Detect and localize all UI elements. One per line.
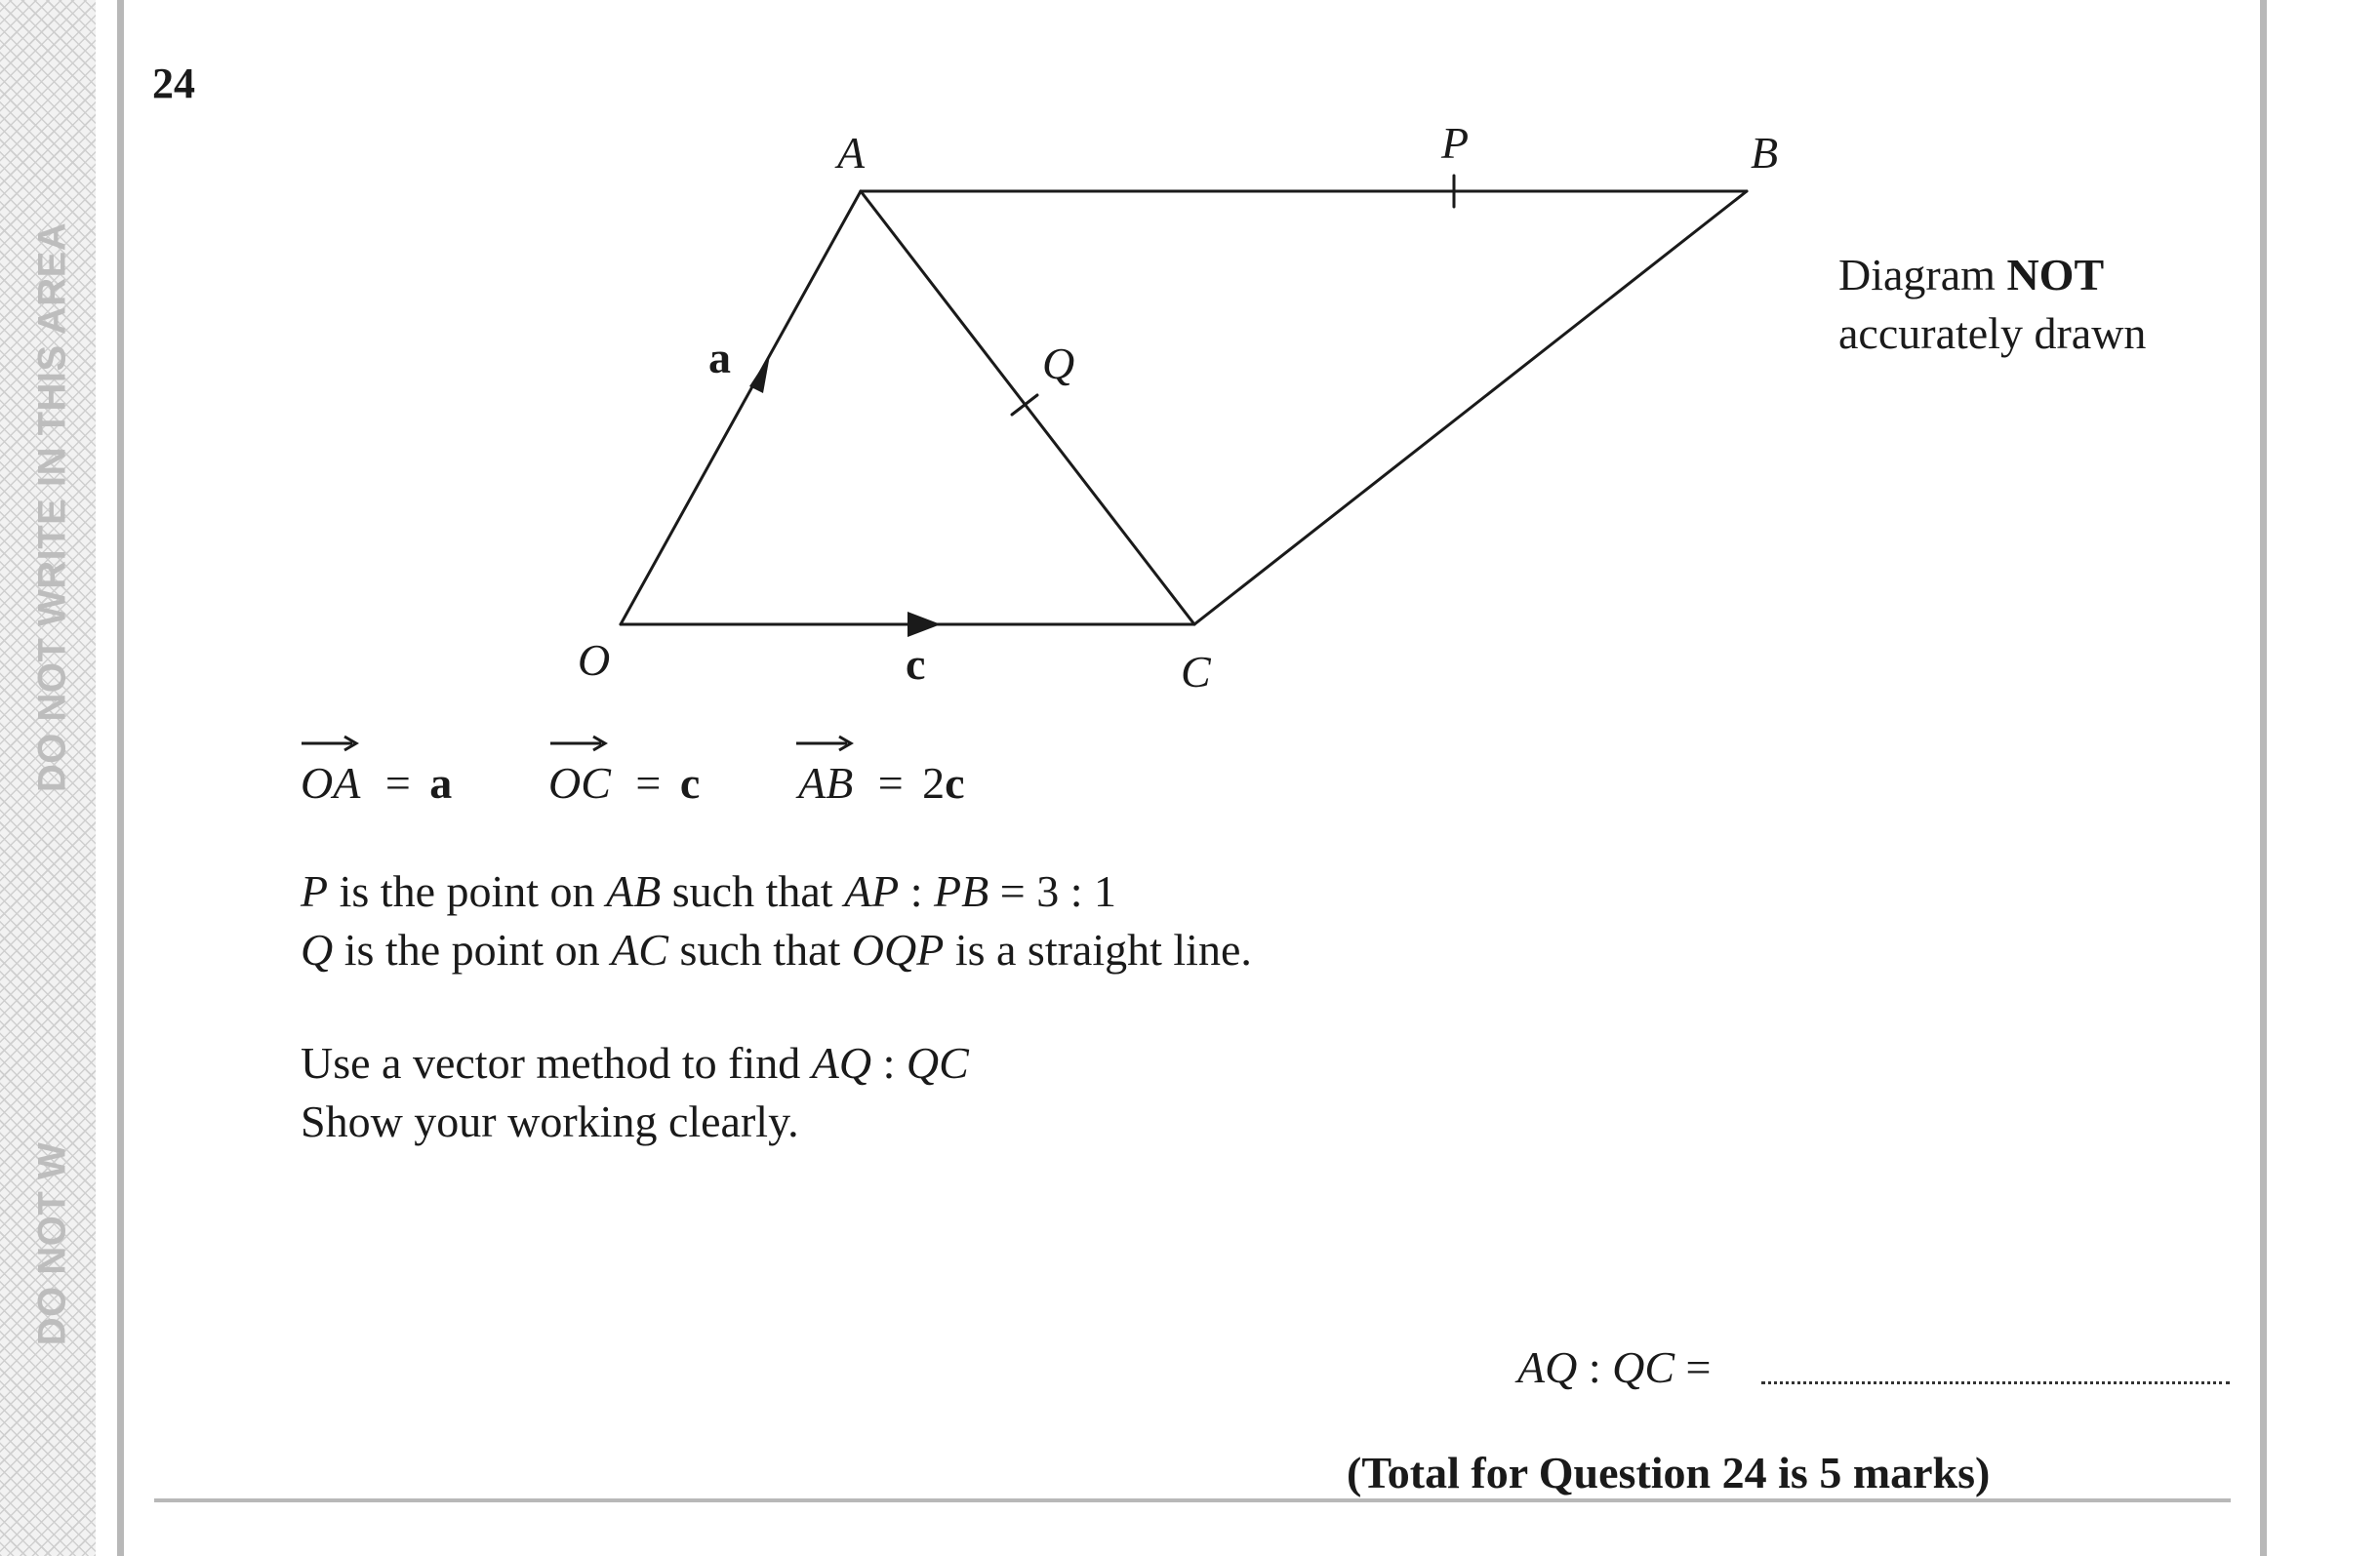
sym: AQ bbox=[1517, 1342, 1578, 1392]
vector-ab-name: AB bbox=[798, 758, 854, 808]
edge-cb bbox=[1194, 191, 1747, 624]
answer-label bbox=[1517, 1338, 1711, 1397]
vector-oa-name: OA bbox=[301, 758, 361, 808]
equation-ab bbox=[798, 758, 965, 808]
txt: : bbox=[899, 866, 935, 916]
sym: AC bbox=[611, 925, 668, 975]
note-emphasis: NOT bbox=[2006, 250, 2105, 299]
point-o-label: O bbox=[578, 635, 611, 685]
sym: Q bbox=[301, 925, 334, 975]
tick-q bbox=[1012, 395, 1037, 415]
vector-c-label: c bbox=[906, 639, 926, 689]
question-number: 24 bbox=[152, 60, 195, 107]
sym: AB bbox=[606, 866, 662, 916]
equation-oc bbox=[548, 758, 701, 808]
vector-diagram bbox=[0, 0, 2380, 741]
sym: OQP bbox=[851, 925, 945, 975]
sym: AP bbox=[844, 866, 900, 916]
diagram-note bbox=[1838, 246, 2146, 363]
point-b-label: B bbox=[1751, 128, 1779, 178]
total-marks: (Total for Question 24 is 5 marks) bbox=[1347, 1448, 1991, 1497]
statement-q bbox=[301, 921, 1252, 979]
vector-arrow-icon bbox=[300, 736, 362, 751]
txt: Use a vector method to find bbox=[301, 1038, 812, 1088]
sym: QC bbox=[1612, 1342, 1675, 1392]
txt: : bbox=[1577, 1342, 1613, 1392]
note-text-2: accurately drawn bbox=[1838, 308, 2147, 358]
vector-oc-name: OC bbox=[548, 758, 611, 808]
equation-oa bbox=[301, 758, 453, 808]
equals-sign: = bbox=[877, 758, 904, 808]
point-q-label: Q bbox=[1042, 339, 1075, 388]
eq-value-a: a bbox=[429, 758, 453, 808]
bottom-rule bbox=[154, 1498, 2231, 1502]
sym: QC bbox=[906, 1038, 969, 1088]
txt: = 3 : 1 bbox=[988, 866, 1116, 916]
equals-sign: = bbox=[635, 758, 662, 808]
txt: is a straight line. bbox=[944, 925, 1252, 975]
arrow-a-icon bbox=[749, 355, 770, 393]
txt: is the point on bbox=[328, 866, 607, 916]
equals-sign: = bbox=[384, 758, 411, 808]
edge-ac bbox=[861, 191, 1194, 624]
sym: PB bbox=[934, 866, 989, 916]
statement-p bbox=[301, 862, 1116, 921]
sym: AQ bbox=[811, 1038, 872, 1088]
do-not-write-label: DO NOT WRITE IN THIS AREA bbox=[30, 221, 74, 793]
txt: = bbox=[1674, 1342, 1712, 1392]
txt: is the point on bbox=[333, 925, 612, 975]
eq-coefficient: 2 bbox=[922, 758, 946, 808]
point-c-label: C bbox=[1181, 647, 1211, 697]
point-p-label: P bbox=[1441, 118, 1470, 168]
point-a-label: A bbox=[837, 128, 866, 178]
note-text: Diagram bbox=[1838, 250, 1996, 299]
txt: : bbox=[871, 1038, 907, 1088]
edge-oa bbox=[621, 191, 861, 624]
txt: such that bbox=[667, 925, 852, 975]
instruction bbox=[301, 1034, 969, 1093]
vector-arrow-icon bbox=[548, 736, 611, 751]
answer-line[interactable] bbox=[1761, 1381, 2230, 1384]
instruction-working: Show your working clearly. bbox=[301, 1097, 799, 1146]
arrow-c-icon bbox=[908, 612, 941, 637]
vector-a-label: a bbox=[708, 333, 731, 382]
eq-value-c: c bbox=[679, 758, 701, 808]
vector-arrow-icon bbox=[794, 736, 857, 751]
do-not-write-label-partial: DO NOT W bbox=[30, 1141, 74, 1346]
txt: such that bbox=[661, 866, 845, 916]
sym: P bbox=[301, 866, 329, 916]
eq-value-2c: c bbox=[945, 758, 965, 808]
